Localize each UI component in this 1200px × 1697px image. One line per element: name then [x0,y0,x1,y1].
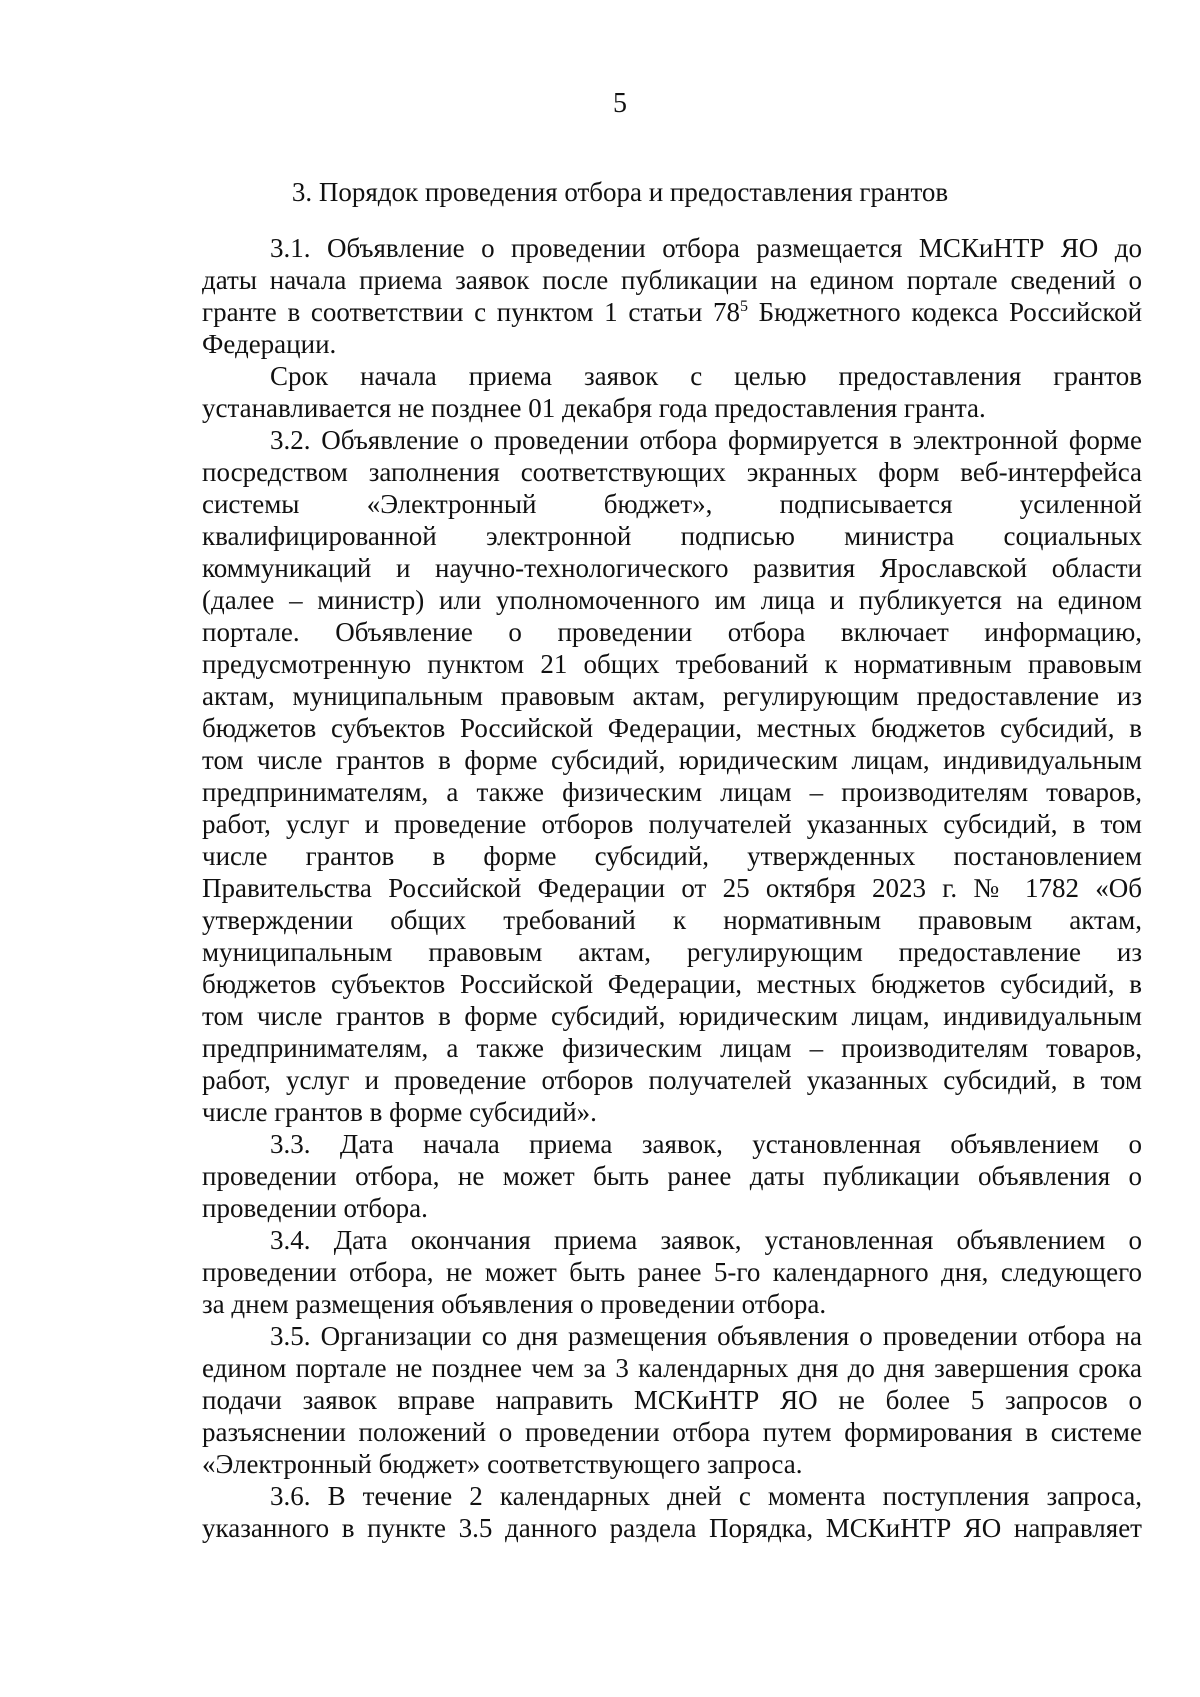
text-line-part: гранте в соответствии с пунктом 1 статьи 78 [202,297,740,327]
text-line: числе грантов в форме субсидий, утвержденных постановлением [202,841,1142,871]
superscript: 5 [740,298,748,315]
text-line: проведении отбора. [202,1193,428,1223]
text-line: 3.3. Дата начала приема заявок, установленная объявлением о [270,1129,1142,1159]
text-line: том числе грантов в форме субсидий, юридическим лицам, индивидуальным [202,745,1142,775]
text-line: числе грантов в форме субсидий». [202,1097,597,1127]
text-line: разъяснении положений о проведении отбора путем формирования в системе [202,1417,1142,1447]
text-line: актам, муниципальным правовым актам, регулирующим предоставление из [202,681,1142,711]
text-line: Срок начала приема заявок с целью предоставления грантов [270,361,1142,391]
text-line: квалифицированной электронной подписью министра социальных [202,521,1142,551]
text-line: предпринимателям, а также физическим лицам – производителям товаров, [202,1033,1142,1063]
text-line: работ, услуг и проведение отборов получателей указанных субсидий, в том [202,809,1142,839]
text-line: устанавливается не позднее 01 декабря года предоставления гранта. [202,393,986,423]
text-line: проведении отбора, не может быть ранее даты публикации объявления о [202,1161,1142,1191]
text-line: 3.2. Объявление о проведении отбора формируется в электронной форме [270,425,1142,455]
text-line: даты начала приема заявок после публикации на едином портале сведений о [202,265,1142,295]
text-line: коммуникаций и научно-технологического развития Ярославской области [202,553,1142,583]
text-line: портале. Объявление о проведении отбора включает информацию, [202,617,1142,647]
text-line: Федерации. [202,329,337,359]
text-line: (далее – министр) или уполномоченного им лица и публикуется на едином [202,585,1142,615]
text-line: указанного в пункте 3.5 данного раздела Порядка, МСКиНТР ЯО направляет [202,1513,1142,1543]
text-line: 3.6. В течение 2 календарных дней с момента поступления запроса, [270,1481,1142,1511]
text-line: системы «Электронный бюджет», подписывается усиленной [202,489,1142,519]
text-line: бюджетов субъектов Российской Федерации, местных бюджетов субсидий, в [202,713,1142,743]
text-line: работ, услуг и проведение отборов получателей указанных субсидий, в том [202,1065,1142,1095]
text-line: 3.1. Объявление о проведении отбора размещается МСКиНТР ЯО до [270,233,1142,263]
text-line: бюджетов субъектов Российской Федерации, местных бюджетов субсидий, в [202,969,1142,999]
text-line: подачи заявок вправе направить МСКиНТР ЯО не более 5 запросов о [202,1385,1142,1415]
text-line: муниципальным правовым актам, регулирующим предоставление из [202,937,1142,967]
text-line [202,296,1142,328]
body-text [202,232,1142,1544]
page-number: 5 [613,88,627,119]
text-line: посредством заполнения соответствующих экранных форм веб-интерфейса [202,457,1142,487]
text-line: утверждении общих требований к нормативным правовым актам, [202,905,1142,935]
text-line: проведении отбора, не может быть ранее 5-го календарного дня, следующего [202,1257,1142,1287]
text-line: Правительства Российской Федерации от 25 октября 2023 г. № 1782 «Об [202,873,1142,903]
text-line-part: Бюджетного кодекса Российской [748,297,1143,327]
text-line: 3.4. Дата окончания приема заявок, установленная объявлением о [270,1225,1142,1255]
text-line: предпринимателям, а также физическим лицам – производителям товаров, [202,777,1142,807]
text-line: предусмотренную пунктом 21 общих требований к нормативным правовым [202,649,1142,679]
text-line: том числе грантов в форме субсидий, юридическим лицам, индивидуальным [202,1001,1142,1031]
text-line: за днем размещения объявления о проведении отбора. [202,1289,827,1319]
text-line: 3.5. Организации со дня размещения объявления о проведении отбора на [270,1321,1142,1351]
section-title: 3. Порядок проведения отбора и предоставления грантов [291,177,949,207]
text-line: едином портале не позднее чем за 3 календарных дня до дня завершения срока [202,1353,1142,1383]
text-line: «Электронный бюджет» соответствующего запроса. [202,1449,803,1479]
